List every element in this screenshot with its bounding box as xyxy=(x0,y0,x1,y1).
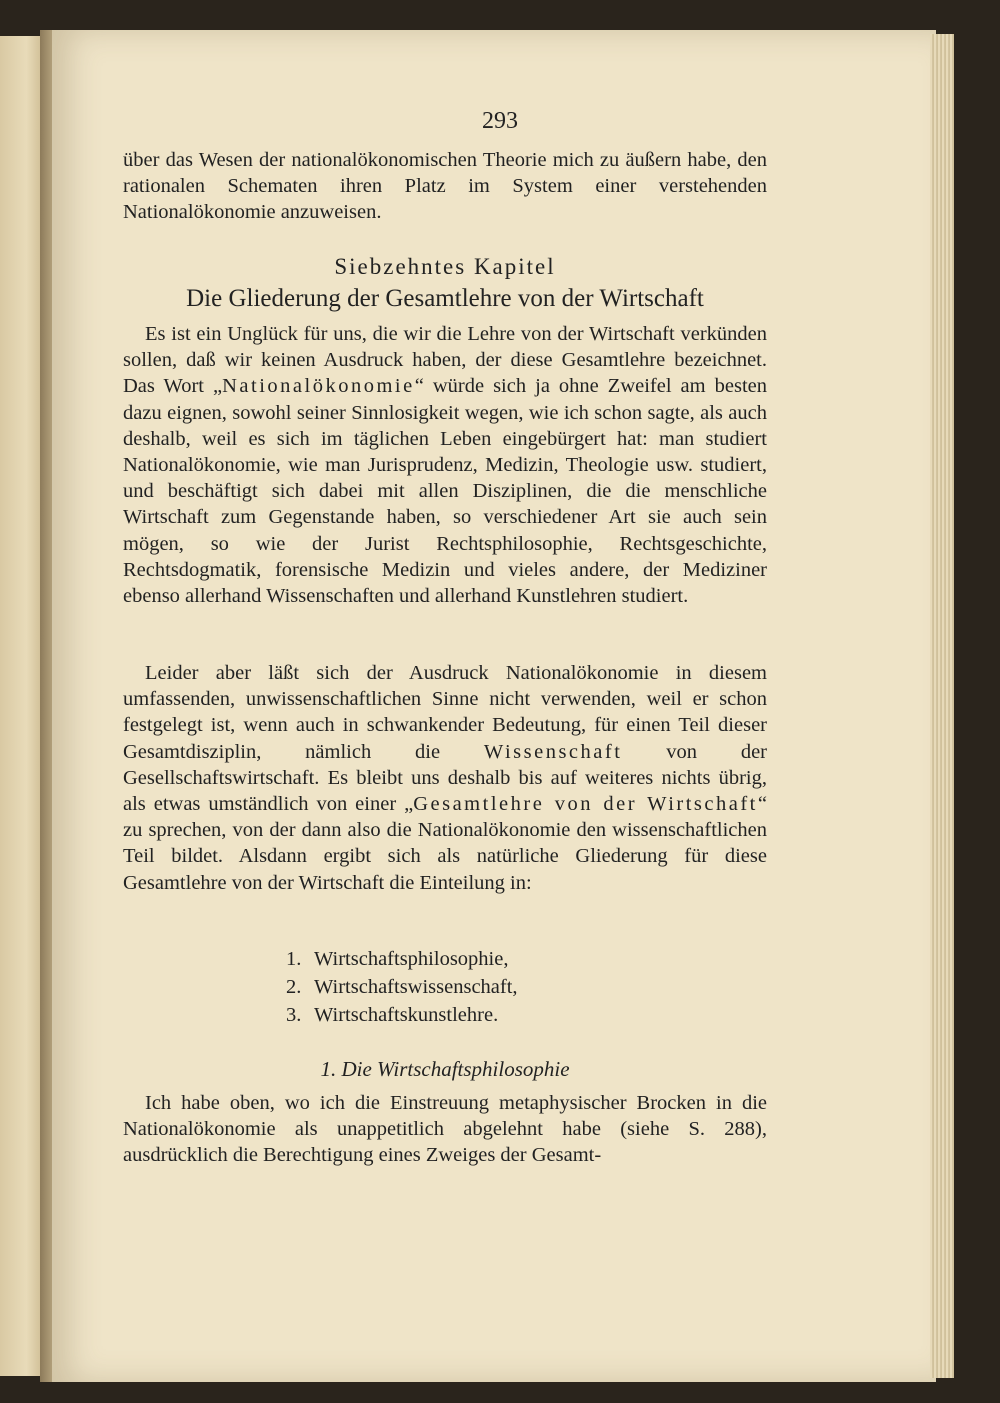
list-item xyxy=(286,973,518,1001)
list-item-label: Wirtschaftsphilosophie, xyxy=(314,948,509,970)
paragraph-2-part-1: Leider aber läßt sich der Ausdruck Nationalökonomie in diesem umfassenden, unwissenschaftlichen Sinne nicht verwenden, weil er schon festgelegt ist, wenn auch in schwankender Bedeutung, für einen Teil dieser Gesamtdisziplin, nämlich die xyxy=(123,662,767,763)
intro-paragraph-text: über das Wesen der nationalökonomischen Theorie mich zu äußern habe, den rationalen Schematen ihren Platz im System einer verstehenden Nationalökonomie anzuweisen. xyxy=(123,149,767,224)
section-heading: 1. Die Wirtschaftsphilosophie xyxy=(320,1057,570,1081)
paragraph-3-text: Ich habe oben, wo ich die Einstreuung metaphysischer Brocken in die Nationalökonomie als unappetitlich abgelehnt habe (siehe S. 288), ausdrücklich die Berechtigung eines Zweiges der Gesamt- xyxy=(123,1092,767,1167)
list-item xyxy=(286,1001,518,1029)
list-item-number: 2. xyxy=(286,976,302,998)
paragraph-2-emphasis-1: Wissenschaft xyxy=(483,740,623,763)
paragraph-1 xyxy=(123,321,767,609)
paragraph-1-emphasis: Nationalökonomie xyxy=(222,375,415,398)
left-page-edge xyxy=(0,36,44,1376)
page-stack-edge xyxy=(930,34,954,1378)
paragraph-1-part-1: Es ist ein Unglück für uns, die wir die Lehre von der Wirtschaft verkünden sollen, daß wir keinen Ausdruck haben, der diese Gesamtlehre bezeichnet. Das Wort „ xyxy=(123,323,767,398)
paragraph-2-part-3: “ zu sprechen, von der dann also die Nationalökonomie den wissenschaftlichen Teil bildet. Alsdann ergibt sich als natürliche Gliederung für diese Gesamtlehre von der Wirtschaft die Einteilung in: xyxy=(123,793,767,894)
paragraph-2-emphasis-2: Gesamtlehre von der Wirtschaft xyxy=(413,793,758,816)
chapter-title: Die Gliederung der Gesamtlehre von der Wirtschaft xyxy=(186,285,704,312)
paragraph-2 xyxy=(123,660,767,896)
paragraph-2-part-2: von der Gesellschaftswirtschaft. Es bleibt uns deshalb bis auf weiteres nichts übrig, als etwas umständlich von einer „ xyxy=(123,740,767,816)
paragraph-1-text xyxy=(123,321,767,609)
division-list xyxy=(286,945,518,1029)
list-item-label: Wirtschaftskunstlehre. xyxy=(314,1004,499,1026)
list-item-number: 3. xyxy=(286,1004,302,1026)
intro-paragraph xyxy=(123,147,767,226)
chapter-number: Siebzehntes Kapitel xyxy=(334,254,556,279)
list-item xyxy=(286,945,518,973)
list-item-number: 1. xyxy=(286,948,302,970)
paragraph-1-part-2: “ würde sich ja ohne Zweifel am besten dazu eignen, sowohl seiner Sinnlosigkeit wegen, wie ich schon sagte, als auch deshalb, weil es sich im täglichen Leben eingebürgert hat: man studiert Nationalökonomie, wie man Jurisprudenz, Medizin, Theologie usw. studiert, und beschäftigt sich dabei mit allen Disziplinen, die die menschliche Wirtschaft zum Gegenstande haben, so verschiedener Art sie auch sein mögen, so wie der Jurist Rechtsphilosophie, Rechtsgeschichte, Rechtsdogmatik, forensische Medizin und vieles andere, der Mediziner ebenso allerhand Wissenschaften und allerhand Kunstlehren studiert. xyxy=(123,375,767,608)
list-item-label: Wirtschaftswissenschaft, xyxy=(314,976,518,998)
paragraph-2-text xyxy=(123,660,767,896)
paragraph-3 xyxy=(123,1090,767,1169)
page-number: 293 xyxy=(482,108,518,134)
